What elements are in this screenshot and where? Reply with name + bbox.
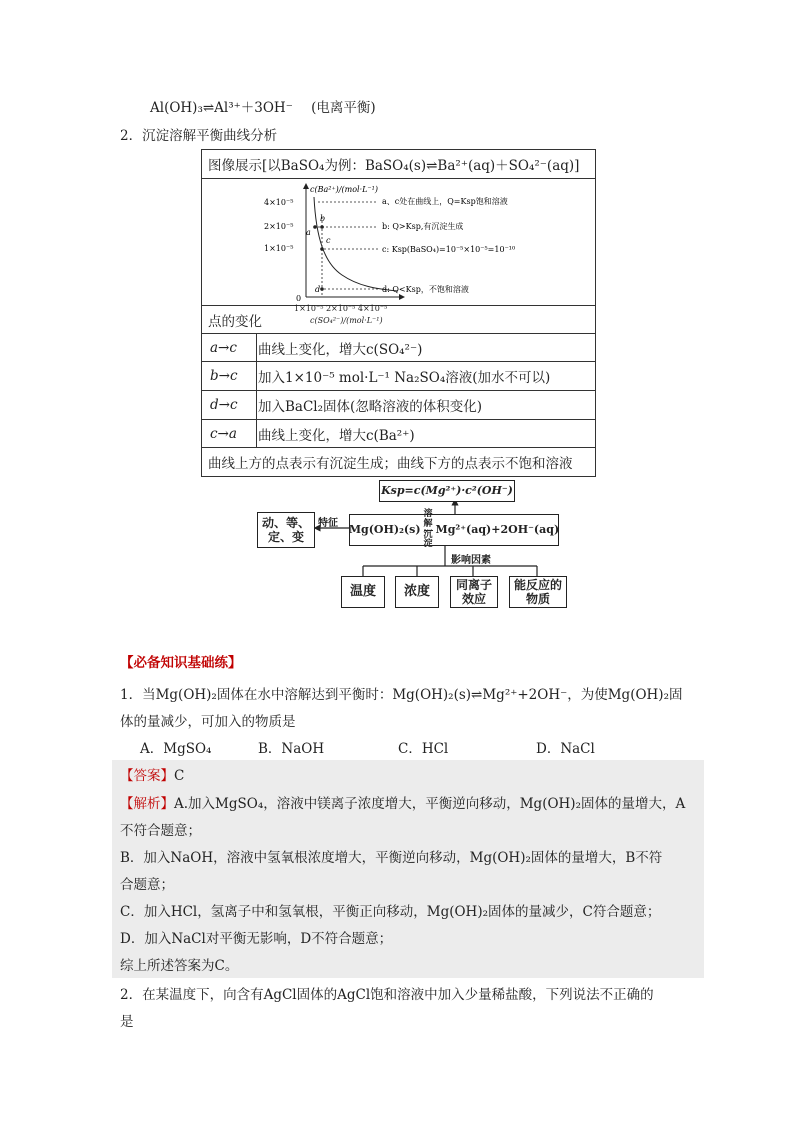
q2-stem-line-2: 是 bbox=[120, 1014, 134, 1030]
annotation-d: d: Q<Ksp，不饱和溶液 bbox=[382, 285, 469, 294]
factor-reactive-substance: 能反应的物质 bbox=[509, 576, 567, 608]
q1-option-c: C．HCl bbox=[398, 741, 449, 757]
point-d bbox=[320, 287, 324, 291]
ionization-equation: Al(OH)₃⇌Al³⁺＋3OH⁻ bbox=[150, 100, 293, 116]
analysis-line-5: C．加入HCl，氢离子中和氢氧根，平衡正向移动，Mg(OH)₂固体的量减少，C符合题意； bbox=[120, 904, 661, 920]
influence-label: 影响因素 bbox=[451, 555, 491, 566]
ksp-expression-box: Ksp=c(Mg²⁺)·c²(OH⁻) bbox=[379, 480, 515, 502]
q1-option-a: A．MgSO₄ bbox=[140, 741, 212, 757]
q1-option-d: D．NaCl bbox=[536, 741, 595, 757]
changes-title-row bbox=[202, 306, 595, 334]
table-row bbox=[202, 362, 595, 391]
feature-line-1: 动、等、 bbox=[261, 515, 310, 530]
row-point-change: a→c bbox=[202, 334, 257, 361]
row-point-change: c→a bbox=[202, 420, 257, 447]
table-footer-row bbox=[202, 448, 595, 476]
factor-temperature: 温度 bbox=[341, 576, 385, 608]
analysis-text-1: A.加入MgSO₄，溶液中镁离子浓度增大，平衡逆向移动，Mg(OH)₂固体的量增大，A bbox=[174, 796, 686, 812]
answer-value: C bbox=[174, 768, 185, 784]
y-tick-2e-5: 2×10⁻⁵ bbox=[264, 222, 294, 231]
answer-label: 【答案】 bbox=[120, 768, 174, 784]
row-description: 曲线上变化，增大c(SO₄²⁻) bbox=[258, 341, 423, 358]
feature-label: 特征 bbox=[318, 518, 338, 529]
dissolve-label: 溶解 bbox=[423, 508, 433, 529]
q1-stem-line-2: 体的量减少，可加入的物质是 bbox=[120, 714, 296, 730]
factor-common-ion: 同离子效应 bbox=[450, 576, 498, 608]
x-ticks: 1×10⁻⁵ 2×10⁻⁵ 4×10⁻⁵ bbox=[294, 304, 388, 313]
row-description: 加入BaCl₂固体(忽略溶液的体积变化) bbox=[258, 399, 483, 415]
point-a bbox=[313, 225, 317, 229]
label-d: d bbox=[315, 285, 321, 294]
analysis-line-3: B．加入NaOH，溶液中氢氧根浓度增大，平衡逆向移动，Mg(OH)₂固体的量增大，B不符 bbox=[120, 850, 663, 866]
label-a: a bbox=[306, 228, 311, 237]
analysis-line-2: 不符合题意； bbox=[120, 823, 201, 839]
analysis-label: 【解析】 bbox=[120, 796, 174, 812]
y-axis-label: c(Ba²⁺)/(mol·L⁻¹) bbox=[310, 185, 378, 194]
x-axis-label: c(SO₄²⁻)/(mol·L⁻¹) bbox=[310, 316, 383, 325]
y-tick-1e-5: 1×10⁻⁵ bbox=[264, 244, 294, 253]
product-text: Mg²⁺(aq)+2OH⁻(aq) bbox=[435, 523, 560, 537]
q1-option-b: B．NaOH bbox=[258, 741, 325, 757]
point-b bbox=[320, 225, 324, 229]
equilibrium-box bbox=[348, 508, 560, 550]
practice-section-title: 【必备知识基础练】 bbox=[120, 655, 242, 671]
equilibrium-curve-table bbox=[201, 149, 596, 477]
row-point-change: d→c bbox=[202, 391, 257, 419]
table-header: 图像展示[以BaSO₄为例：BaSO₄(s)⇌Ba²⁺(aq)＋SO₄²⁻(aq)] bbox=[208, 158, 580, 174]
table-row bbox=[202, 420, 595, 448]
point-c bbox=[320, 247, 324, 251]
baso4-curve-chart bbox=[202, 179, 595, 305]
row-description: 曲线上变化，增大c(Ba²⁺) bbox=[258, 427, 415, 444]
feature-line-2: 定、变 bbox=[267, 530, 304, 544]
row-description: 加入1×10⁻⁵ mol·L⁻¹ Na₂SO₄溶液(加水不可以) bbox=[258, 370, 551, 386]
annotation-c: c: Ksp(BaSO₄)=10⁻⁵×10⁻⁵=10⁻¹⁰ bbox=[382, 245, 516, 254]
q2-stem-line-1: 2．在某温度下，向含有AgCl固体的AgCl饱和溶液中加入少量稀盐酸，下列说法不正确的 bbox=[120, 987, 654, 1003]
annotation-b: b: Q>Ksp,有沉淀生成 bbox=[382, 222, 464, 231]
reversible-arrow bbox=[424, 510, 433, 551]
row-point-change: b→c bbox=[202, 362, 257, 390]
table-footer: 曲线上方的点表示有沉淀生成；曲线下方的点表示不饱和溶液 bbox=[208, 456, 573, 472]
factor-concentration: 浓度 bbox=[395, 576, 439, 608]
analysis-line-7: 综上所述答案为C。 bbox=[120, 958, 239, 974]
feature-box bbox=[257, 512, 315, 548]
table-row bbox=[202, 391, 595, 420]
section-2-title: 2．沉淀溶解平衡曲线分析 bbox=[120, 128, 278, 144]
annotation-ac: a、c处在曲线上，Q=Ksp饱和溶液 bbox=[382, 197, 508, 206]
analysis-line-1 bbox=[120, 792, 685, 812]
answer-line bbox=[120, 764, 184, 784]
y-tick-4e-5: 4×10⁻⁵ bbox=[264, 198, 294, 207]
mgoh2-diagram bbox=[255, 478, 575, 613]
ionization-equation-line bbox=[150, 96, 376, 116]
changes-title: 点的变化 bbox=[208, 313, 262, 330]
label-c: c bbox=[326, 236, 331, 245]
analysis-line-6: D．加入NaCl对平衡无影响，D不符合题意； bbox=[120, 931, 393, 947]
precipitate-label: 沉淀 bbox=[423, 529, 433, 550]
ionization-note: (电离平衡) bbox=[311, 100, 376, 116]
reactant-text: Mg(OH)₂(s) bbox=[348, 523, 421, 537]
y-tick-0: 0 bbox=[296, 294, 302, 303]
table-header-row bbox=[202, 150, 595, 179]
label-b: b bbox=[320, 214, 326, 223]
table-row bbox=[202, 334, 595, 362]
analysis-line-4: 合题意； bbox=[120, 877, 174, 893]
q1-stem-line-1: 1．当Mg(OH)₂固体在水中溶解达到平衡时：Mg(OH)₂(s)⇌Mg²⁺+2OH⁻，为使Mg(OH)₂固 bbox=[120, 687, 683, 703]
